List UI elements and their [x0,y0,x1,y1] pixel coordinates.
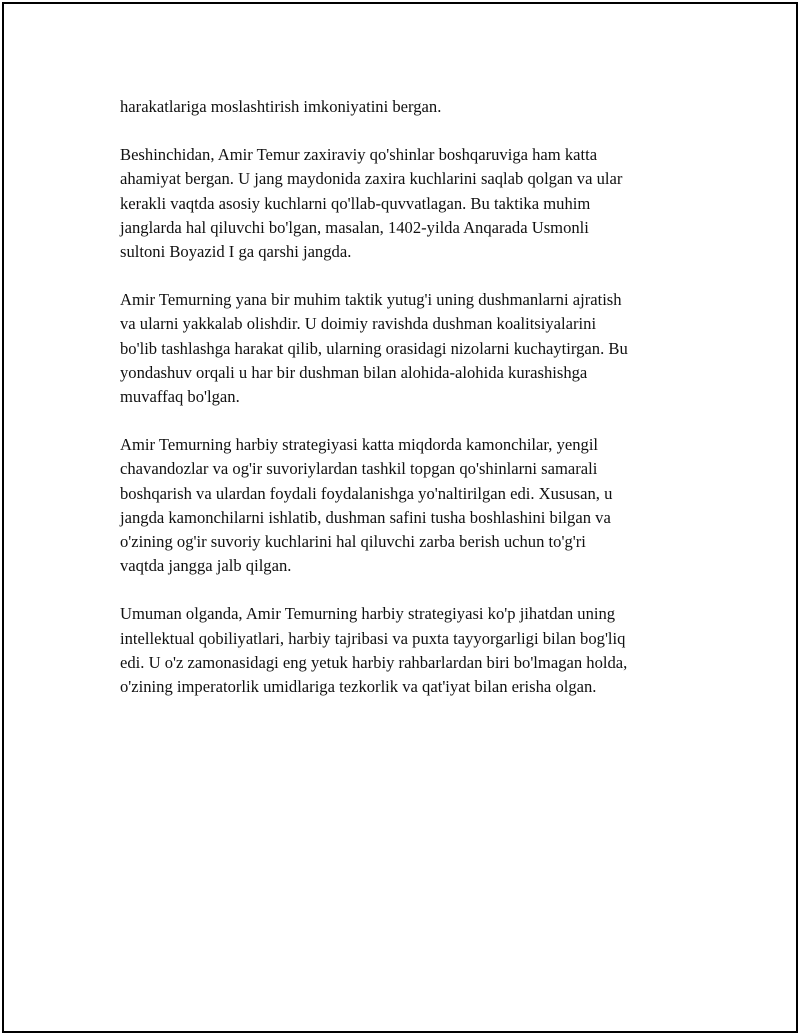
text-line: muvaffaq bo'lgan. [120,387,240,407]
text-line: harakatlariga moslashtirish imkoniyatini bergan. [120,97,442,116]
text-line: kerakli vaqtda asosiy kuchlarni qo'llab-quvvatlagan. Bu taktika muhim [120,193,591,213]
text-line: Amir Temurning harbiy strategiyasi katta miqdorda kamonchilar, yengil [120,435,599,455]
text-line: vaqtda jangga jalb qilgan. [120,556,292,576]
text-line: edi. U o'z zamonasidagi eng yetuk harbiy rahbarlardan biri bo'lmagan holda, [120,652,628,672]
text-line: jangda kamonchilarni ishlatib, dushman safini tusha boshlashini bilgan va [120,507,611,527]
text-line: va ularni yakkalab olishdir. U doimiy ravishda dushman koalitsiyalarini [120,314,597,334]
text-line: yondashuv orqali u har bir dushman bilan alohida-alohida kurashishga [120,362,588,382]
text-line: bo'lib tashlashga harakat qilib, ularning orasidagi nizolarni kuchaytirgan. Bu [120,338,628,358]
text-line: Beshinchidan, Amir Temur zaxiraviy qo'shinlar boshqaruviga ham katta [120,145,598,165]
paragraph-2 [120,143,690,264]
text-line: sultoni Boyazid I ga qarshi jangda. [120,242,352,262]
paragraph-1 [120,95,690,119]
text-line: o'zining imperatorlik umidlariga tezkorlik va qat'iyat bilan erisha olgan. [120,677,597,697]
text-line: o'zining og'ir suvoriy kuchlarini hal qiluvchi zarba berish uchun to'g'ri [120,532,586,552]
text-line: janglarda hal qiluvchi bo'lgan, masalan, 1402-yilda Anqarada Usmonli [120,217,589,237]
text-line: Amir Temurning yana bir muhim taktik yutug'i uning dushmanlarni ajratish [120,290,622,310]
text-line: boshqarish va ulardan foydali foydalanishga yo'naltirilgan edi. Xususan, u [120,483,613,503]
document-body [120,95,690,723]
text-line: Umuman olganda, Amir Temurning harbiy strategiyasi ko'p jihatdan uning [120,604,616,624]
text-line: ahamiyat bergan. U jang maydonida zaxira kuchlarini saqlab qolgan va ular [120,169,623,189]
text-line: chavandozlar va og'ir suvoriylardan tashkil topgan qo'shinlarni samarali [120,459,598,479]
paragraph-3 [120,288,690,409]
text-line: intellektual qobiliyatlari, harbiy tajribasi va puxta tayyorgarligi bilan bog'liq [120,628,626,648]
paragraph-4 [120,433,690,578]
document-page [2,2,798,1033]
paragraph-5 [120,602,690,699]
